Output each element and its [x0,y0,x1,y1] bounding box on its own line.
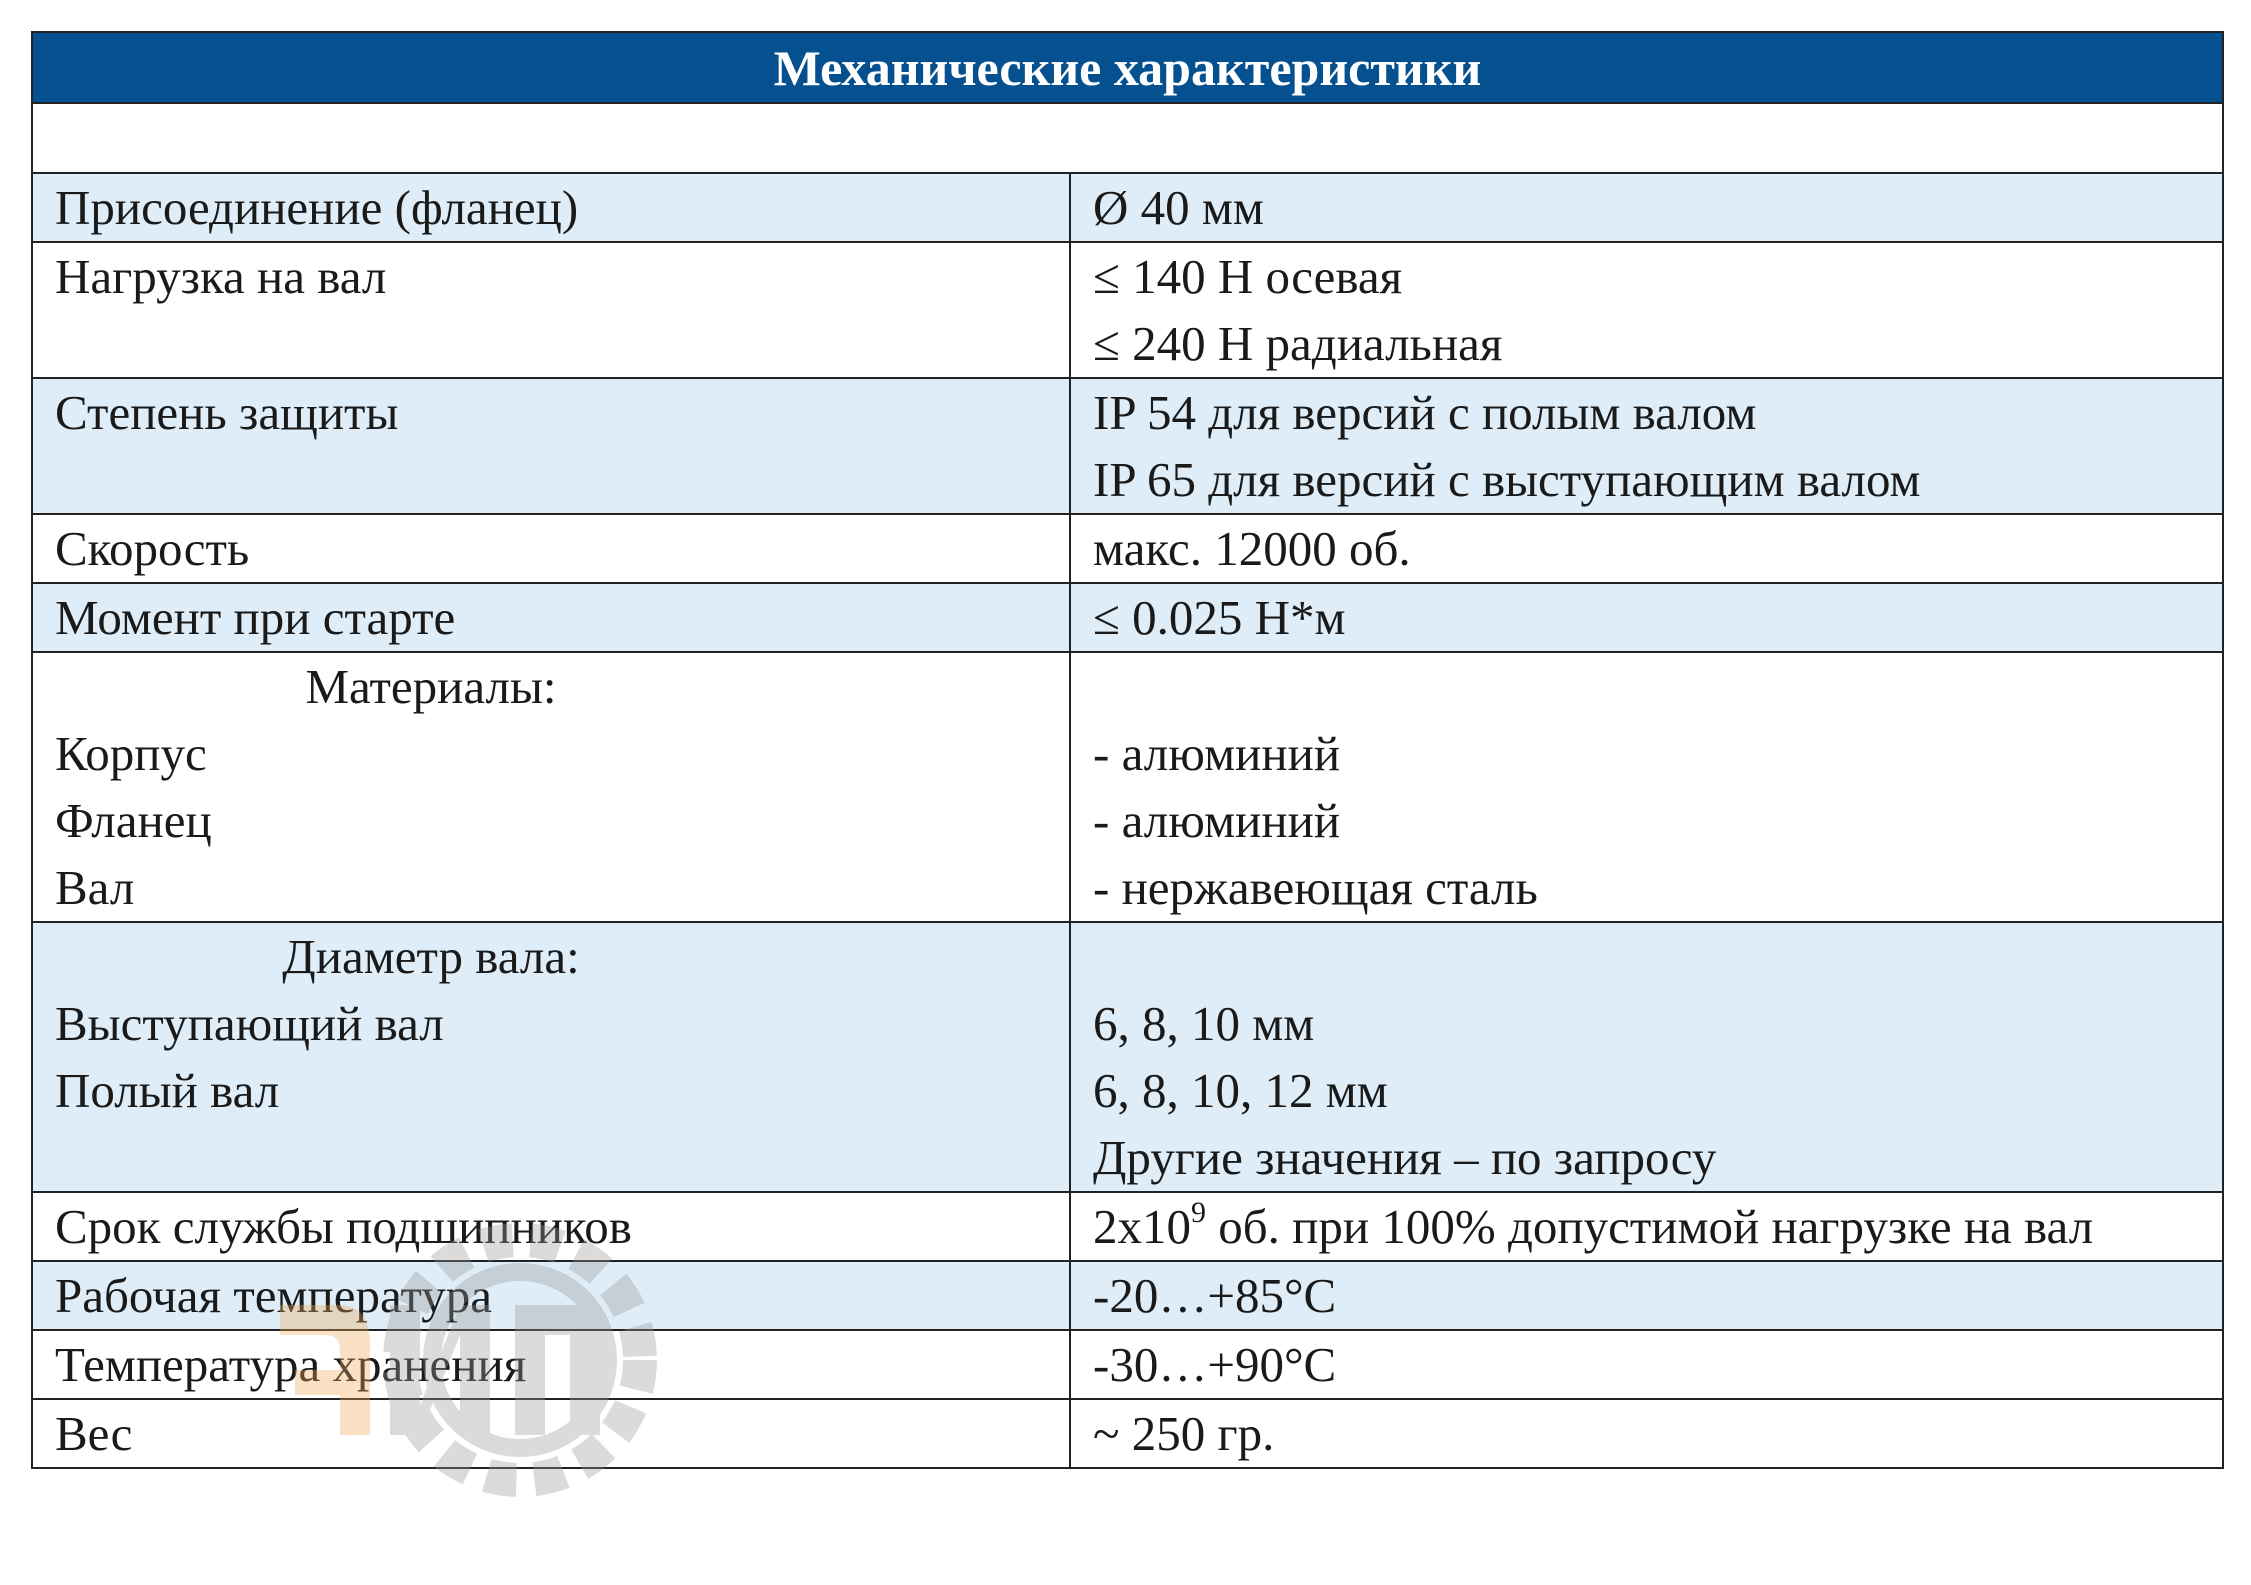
spec-value-blank [1093,653,2200,720]
spec-label-cell [32,514,1070,583]
spec-value: ≤ 240 Н радиальная [1093,316,1503,371]
spec-value: Другие значения – по запросу [1093,1130,1717,1185]
spec-label-cell [32,583,1070,652]
table-header-row [32,32,2223,103]
spec-label: Момент при старте [55,590,456,645]
spec-value-cell [1070,1261,2223,1330]
spec-value: ≤ 0.025 Н*м [1093,590,1346,645]
spec-row [32,1192,2223,1261]
spec-row [32,242,2223,378]
spec-label: Степень защиты [55,385,399,440]
spec-label: Выступающий вал [55,996,444,1051]
spec-label-cell [32,922,1070,1192]
spec-label: Вал [55,860,135,915]
spec-row [32,378,2223,514]
spec-row [32,922,2223,1192]
spacer-row [32,103,2223,173]
spec-value: -30…+90°C [1093,1337,1337,1392]
spec-value: -20…+85°C [1093,1268,1337,1323]
spec-label: Присоединение (фланец) [55,180,579,235]
spec-value-cell [1070,1399,2223,1468]
spec-table [31,31,2224,1469]
spec-row [32,583,2223,652]
spec-value-cell [1070,922,2223,1192]
spec-value: IP 65 для версий с выступающим валом [1093,452,1921,507]
spec-label: Нагрузка на вал [55,249,387,304]
spec-value [1093,1193,2200,1260]
spec-value-cell [1070,1330,2223,1399]
spec-value-cell [1070,242,2223,378]
spec-value: - алюминий [1093,726,1341,781]
spec-value-exponent: 9 [1191,1195,1206,1229]
spec-value-cell [1070,1192,2223,1261]
spec-label: Рабочая температура [55,1268,492,1323]
spec-label-cell [32,652,1070,922]
spec-label: Фланец [55,793,212,848]
spec-value: - нержавеющая сталь [1093,860,1538,915]
spec-row [32,1261,2223,1330]
spec-value-cell [1070,173,2223,242]
spec-row [32,652,2223,922]
spec-label-cell [32,378,1070,514]
spec-group-heading: Диаметр вала: [282,929,580,984]
spec-value-rest: об. при 100% допустимой нагрузке на вал [1206,1199,2094,1254]
spec-value-blank [1093,923,2200,990]
spec-value: 6, 8, 10, 12 мм [1093,1063,1388,1118]
spec-label: Корпус [55,726,207,781]
spec-value-cell [1070,378,2223,514]
spec-value-cell [1070,514,2223,583]
spec-value: 6, 8, 10 мм [1093,996,1315,1051]
spec-label-cell [32,173,1070,242]
spec-label: Скорость [55,521,250,576]
spacer-cell [32,103,2223,173]
spec-label-cell [32,1330,1070,1399]
spec-label: Срок службы подшипников [55,1199,632,1254]
spec-value: ~ 250 гр. [1093,1406,1275,1461]
spec-label-cell [32,1399,1070,1468]
spec-value-cell [1070,652,2223,922]
spec-label-cell [32,1192,1070,1261]
spec-value-cell [1070,583,2223,652]
spec-value: IP 54 для версий с полым валом [1093,385,1757,440]
spec-row [32,514,2223,583]
spec-row [32,1399,2223,1468]
spec-label: Полый вал [55,1063,280,1118]
spec-value: Ø 40 мм [1093,180,1264,235]
table-title: Механические характеристики [32,32,2223,103]
spec-group-heading: Материалы: [305,659,557,714]
spec-value-base: 2x10 [1093,1199,1191,1254]
spec-row [32,1330,2223,1399]
spec-label: Температура хранения [55,1337,527,1392]
spec-label: Вес [55,1406,133,1461]
spec-value: - алюминий [1093,793,1341,848]
spec-label-cell [32,242,1070,378]
spec-label-cell [32,1261,1070,1330]
spec-value: макс. 12000 об. [1093,521,1411,576]
spec-value: ≤ 140 Н осевая [1093,249,1403,304]
spec-row [32,173,2223,242]
